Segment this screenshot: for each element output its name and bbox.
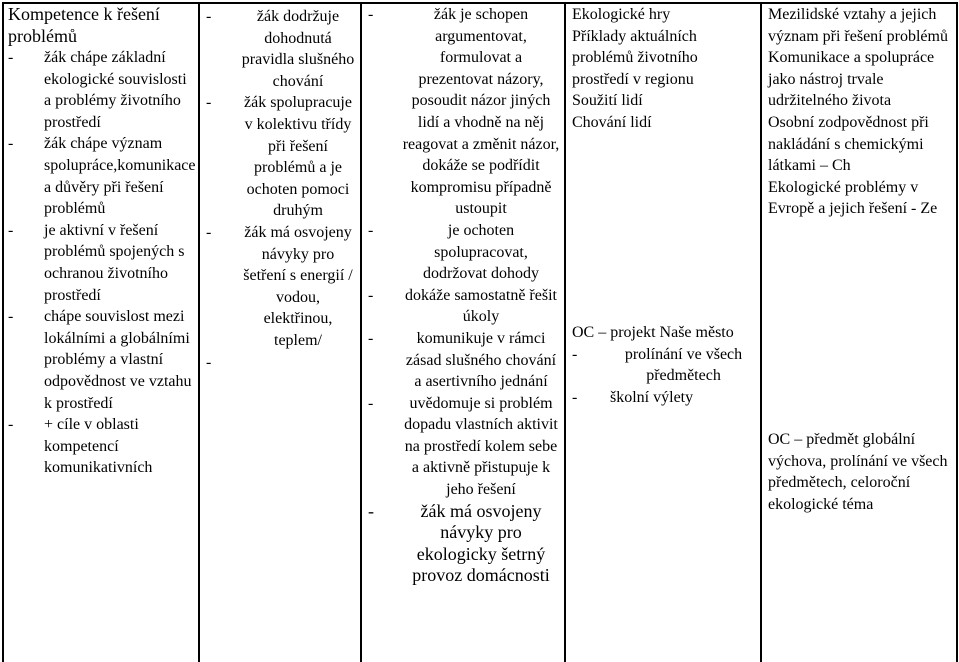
- column-border-6: [956, 2, 958, 662]
- skill-item: - žák má osvojeny návyky pro ekologicky šetrný provoz domácnosti: [368, 500, 550, 586]
- cell-topics: [572, 4, 757, 134]
- oc-item: - školní výlety: [572, 388, 694, 406]
- skill-item: - je ochoten spolupracovat, dodržovat dohody: [368, 221, 539, 283]
- cell-themes-oc: [768, 429, 956, 515]
- competence-item: - + cíle v oblasti kompetencí komunikativních: [8, 416, 153, 477]
- skill-item: - uvědomuje si problém dopadu vlastních aktivit na prostředí kolem sebe a aktivně přistupuje k jeho řešení: [368, 394, 558, 499]
- outcome-item: - žák spolupracuje v kolektivu třídy při řešení problémů a je ochoten pomoci druhým: [206, 94, 352, 220]
- cell-outcomes: [206, 6, 356, 373]
- topic-line: Příklady aktuálních problémů životního prostředí v regionu: [572, 27, 698, 88]
- oc-project-title: OC – projekt Naše město: [572, 324, 734, 341]
- oc-subject-text: OC – předmět globální výchova, prolínání ve všech předmětech, celoroční ekologické téma: [768, 431, 948, 513]
- competence-item: - žák chápe základní ekologické souvislosti a problémy životního prostředí: [8, 49, 187, 131]
- skill-item: - dokáže samostatně řešit úkoly: [368, 286, 557, 326]
- cell-topics-oc: [572, 322, 757, 408]
- theme-line: Mezilidské vztahy a jejich význam při řešení problémů: [768, 6, 948, 45]
- oc-item: - prolínání ve všech předmětech: [572, 345, 743, 385]
- outcome-item: - žák dodržuje dohodnutá pravidla slušného chování: [206, 8, 355, 90]
- competence-item: - chápe souvislost mezi lokálními a globálními problémy a vlastní odpovědnost ve vztahu k prostředí: [8, 308, 192, 412]
- column-border-4: [564, 2, 566, 662]
- column-border-5: [760, 2, 762, 662]
- cell-themes: [768, 4, 956, 220]
- skill-item: - žák je schopen argumentovat, formulovat a prezentovat názory, posoudit názor jiných lidí a vhodně na něj reagovat a změnit názor, dokáže se podřídit kompromisu případně ustoupit: [368, 6, 560, 218]
- competence-item: - je aktivní v řešení problémů spojených s ochranou životního prostředí: [8, 221, 185, 304]
- theme-line: Komunikace a spolupráce jako nástroj trvale udržitelného života: [768, 49, 935, 110]
- column-border-1: [2, 2, 4, 662]
- skill-item: - komunikuje v rámci zásad slušného chování a asertivního jednání: [368, 329, 557, 391]
- outcome-item: -: [206, 353, 212, 371]
- competence-heading: Kompetence k řešení problémů: [8, 4, 160, 46]
- topic-line: Chování lidí: [572, 113, 652, 131]
- column-border-2: [198, 2, 200, 662]
- topic-line: Soužití lidí: [572, 92, 643, 110]
- cell-competence: [8, 4, 196, 479]
- competence-item: - žák chápe význam spolupráce,komunikace a důvěry při řešení problémů: [8, 135, 196, 218]
- cell-skills: [368, 4, 560, 587]
- column-border-3: [360, 2, 362, 662]
- outcome-item: - žák má osvojeny návyky pro šetření s energií / vodou, elektřinou, teplem/: [206, 223, 353, 349]
- theme-line: Osobní zodpovědnost při nakládání s chemickými látkami – Ch: [768, 113, 929, 175]
- theme-line: Ekologické problémy v Evropě a jejich řešení - Ze: [768, 178, 938, 218]
- topic-line: Ekologické hry: [572, 6, 671, 23]
